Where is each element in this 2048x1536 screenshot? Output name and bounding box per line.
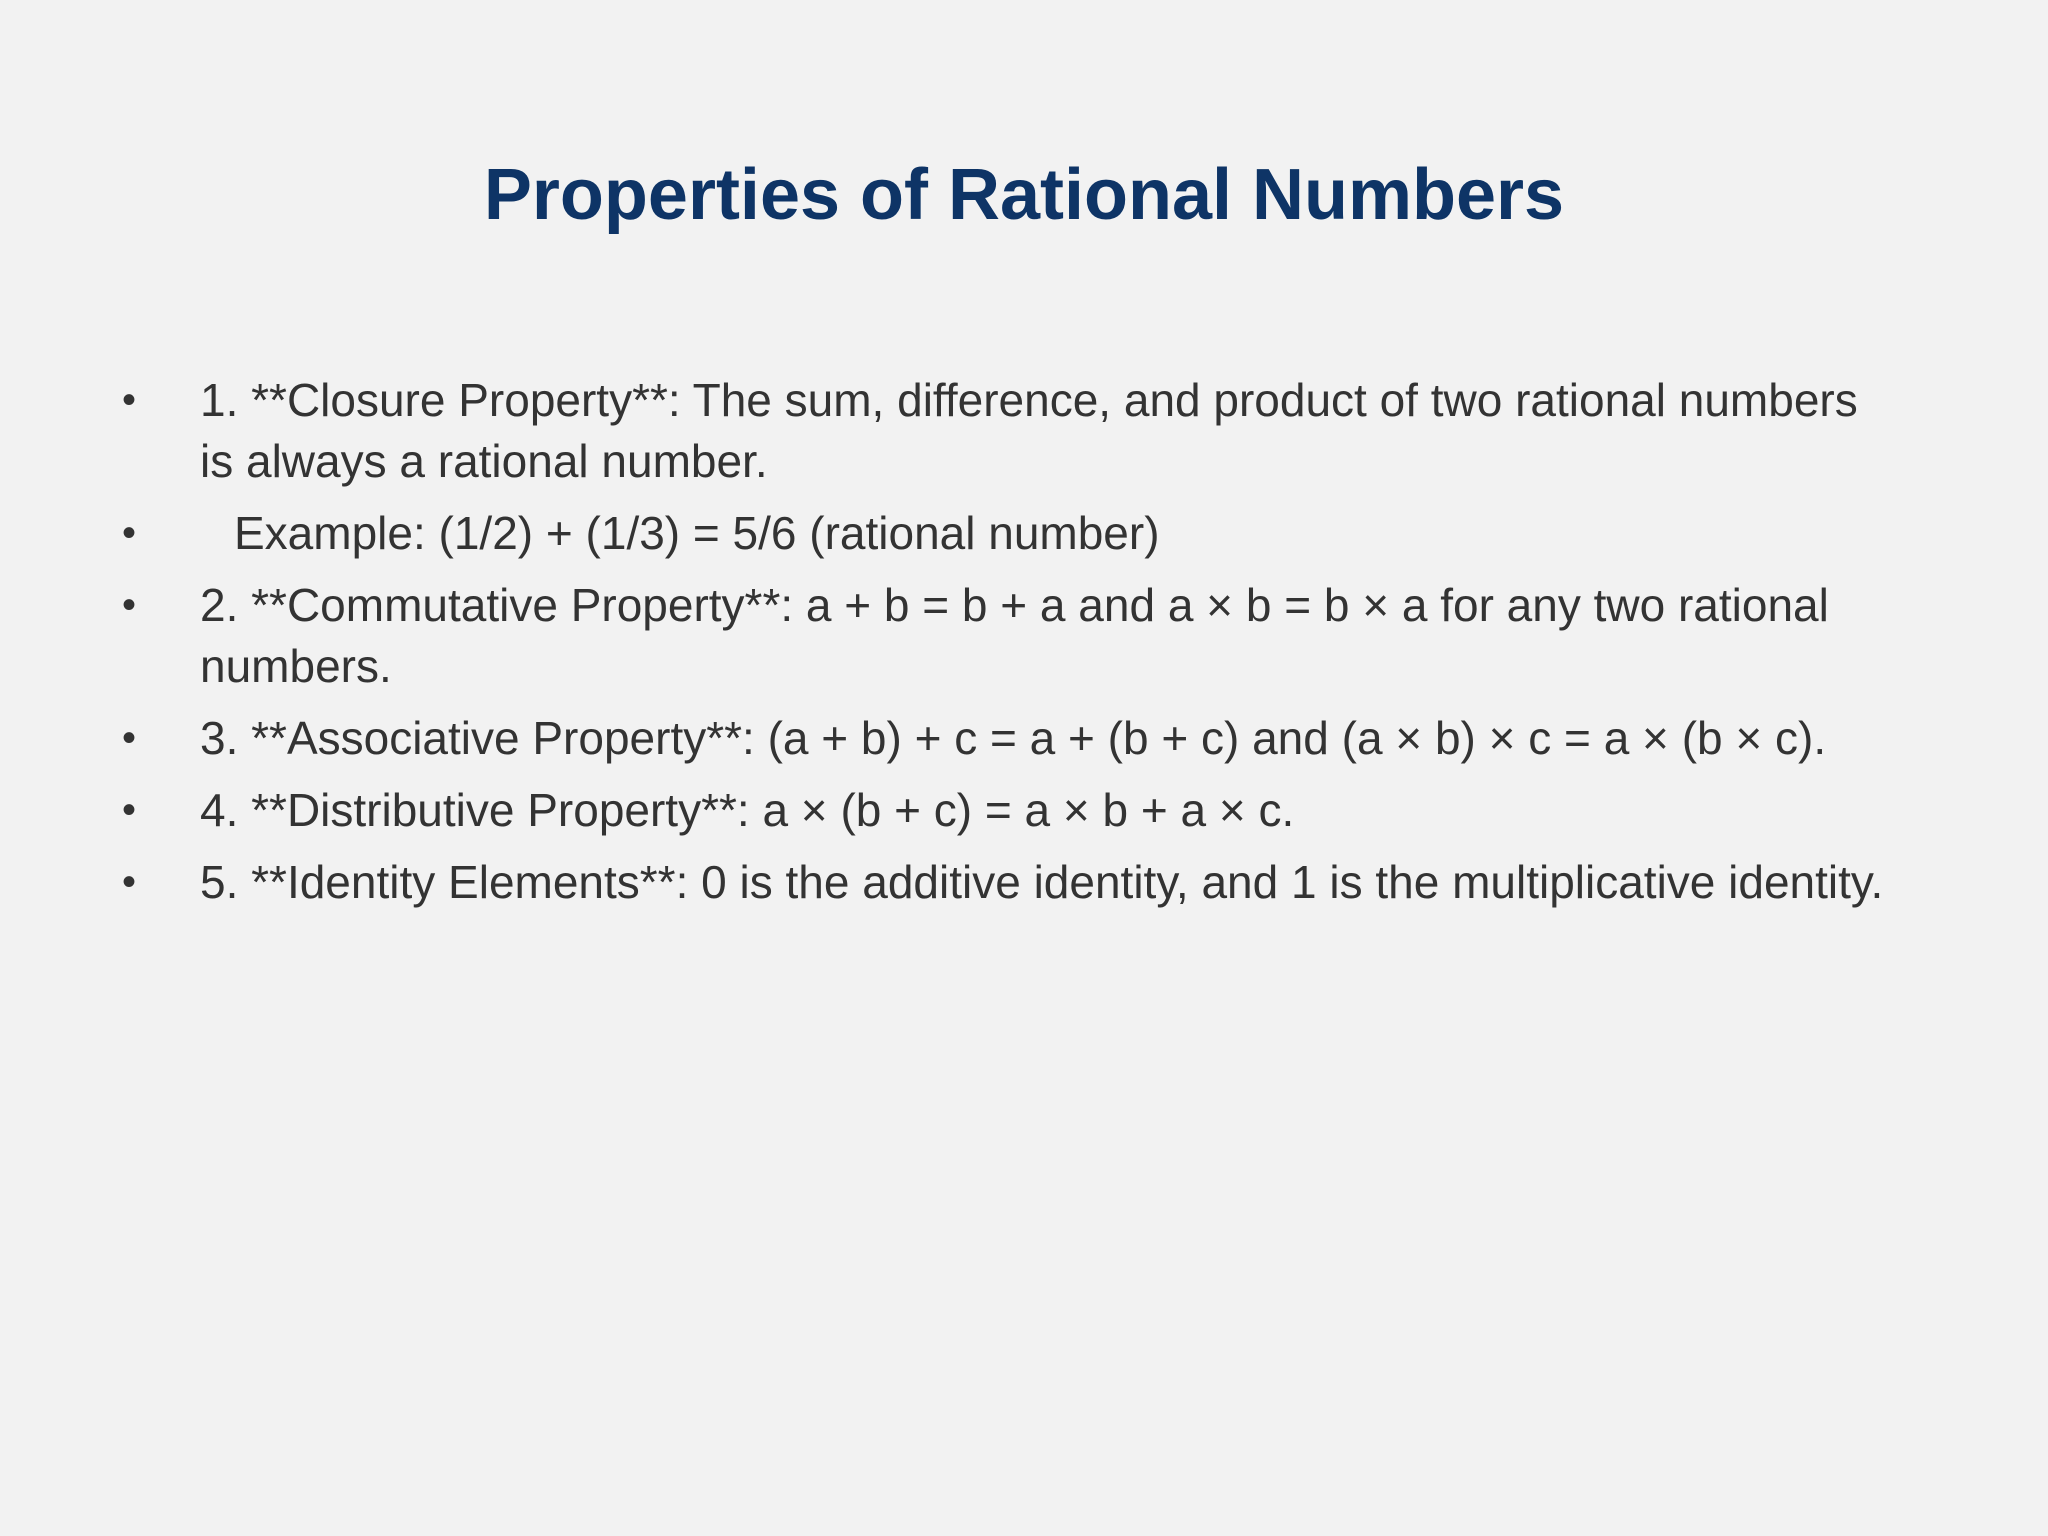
bullet-item-commutative xyxy=(122,575,1902,697)
bullet-icon: • xyxy=(122,511,137,555)
bullet-text: 5. **Identity Elements**: 0 is the additive identity, and 1 is the multiplicative identity. xyxy=(200,856,1884,908)
bullet-item-closure xyxy=(122,370,1902,492)
bullet-icon: • xyxy=(122,583,137,627)
bullet-item-identity xyxy=(122,852,1902,913)
bullet-item-example xyxy=(122,503,1902,564)
bullet-icon: • xyxy=(122,378,137,422)
bullet-icon: • xyxy=(122,716,137,760)
bullet-text: 1. **Closure Property**: The sum, difference, and product of two rational numbers is always a rational number. xyxy=(200,374,1858,487)
bullet-list xyxy=(122,370,1902,924)
bullet-text: 3. **Associative Property**: (a + b) + c = a + (b + c) and (a × b) × c = a × (b × c). xyxy=(200,712,1827,764)
bullet-text: 4. **Distributive Property**: a × (b + c) = a × b + a × c. xyxy=(200,784,1295,836)
bullet-item-associative xyxy=(122,708,1902,769)
slide-title: Properties of Rational Numbers xyxy=(483,155,1565,235)
bullet-icon: • xyxy=(122,860,137,904)
bullet-text: Example: (1/2) + (1/3) = 5/6 (rational number) xyxy=(234,507,1160,559)
bullet-item-distributive xyxy=(122,780,1902,841)
bullet-icon: • xyxy=(122,788,137,832)
bullet-text: 2. **Commutative Property**: a + b = b + a and a × b = b × a for any two rational numbers. xyxy=(200,579,1829,692)
